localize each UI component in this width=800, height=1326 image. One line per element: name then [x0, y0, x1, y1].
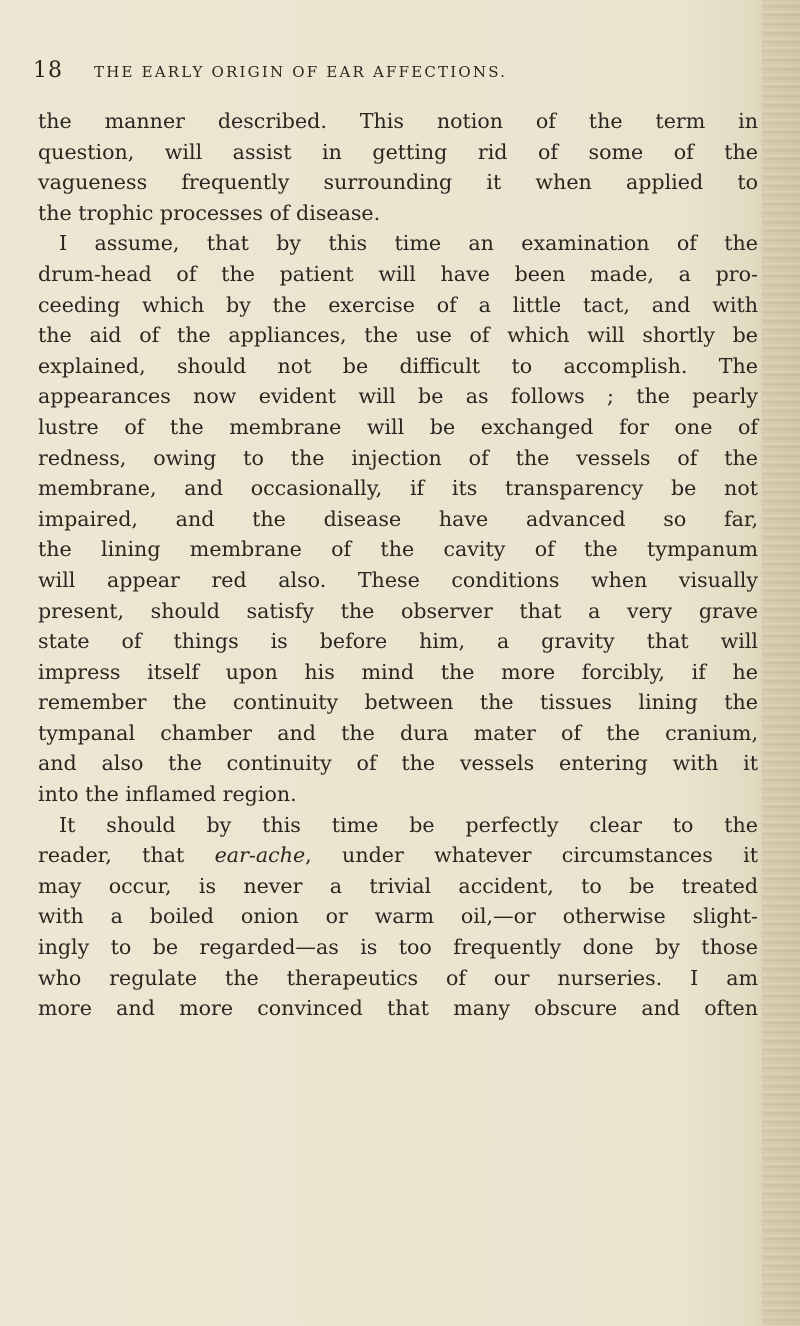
text-line: remember the continuity between the tissues lining the [38, 690, 758, 715]
text-line: and also the continuity of the vessels entering with it [38, 751, 758, 776]
text-line: the trophic processes of disease. [38, 200, 381, 225]
text-line: tympanal chamber and the dura mater of the cranium, [38, 720, 758, 745]
text-line: I assume, that by this time an examination of the [59, 231, 758, 256]
text-line: more and more convinced that many obscure and often [38, 996, 758, 1021]
page-edge-shadow [762, 0, 800, 1326]
text-line: into the inflamed region. [38, 782, 297, 807]
text-line: the aid of the appliances, the use of which will shortly be [38, 323, 758, 348]
italic-term: ear-ache [214, 843, 306, 868]
text-line: impaired, and the disease have advanced so far, [38, 506, 758, 531]
text-line [38, 840, 758, 871]
text-line: with a boiled onion or warm oil,—or otherwise slight- [38, 904, 758, 929]
page-number: 18 [33, 58, 63, 83]
text-line: who regulate the therapeutics of our nurseries. I am [38, 965, 758, 990]
text-line: will appear red also. These conditions when visually [38, 567, 758, 592]
text-line: may occur, is never a trivial accident, to be treated [38, 873, 758, 898]
body-text [38, 106, 758, 1024]
text-line: membrane, and occasionally, if its transparency be not [38, 476, 758, 501]
text-line: the manner described. This notion of the term in [38, 109, 758, 133]
text-line: state of things is before him, a gravity that will [38, 629, 758, 654]
text-line: It should by this time be perfectly clear to the [59, 812, 758, 837]
text-line: explained, should not be difficult to accomplish. The [38, 353, 758, 378]
text-line: impress itself upon his mind the more forcibly, if he [38, 659, 758, 684]
text-fragment: reader, that [38, 843, 215, 868]
running-head: THE EARLY ORIGIN OF EAR AFFECTIONS. [94, 63, 508, 81]
text-line: vagueness frequently surrounding it when applied to [38, 170, 758, 195]
text-line: lustre of the membrane will be exchanged for one of [38, 414, 758, 439]
text-line: appearances now evident will be as follows ; the pearly [38, 384, 758, 409]
text-line: the lining membrane of the cavity of the tympanum [38, 537, 758, 562]
page-header [33, 58, 753, 98]
text-line: ceeding which by the exercise of a little tact, and with [38, 292, 758, 317]
text-line: ingly to be regarded—as is too frequently done by those [38, 935, 758, 960]
text-line: redness, owing to the injection of the vessels of the [38, 445, 758, 470]
text-line: drum-head of the patient will have been made, a pro- [38, 261, 758, 286]
text-line: question, will assist in getting rid of some of the [38, 139, 758, 164]
text-fragment: , under whatever circumstances it [305, 843, 758, 868]
text-line: present, should satisfy the observer that a very grave [38, 598, 758, 623]
